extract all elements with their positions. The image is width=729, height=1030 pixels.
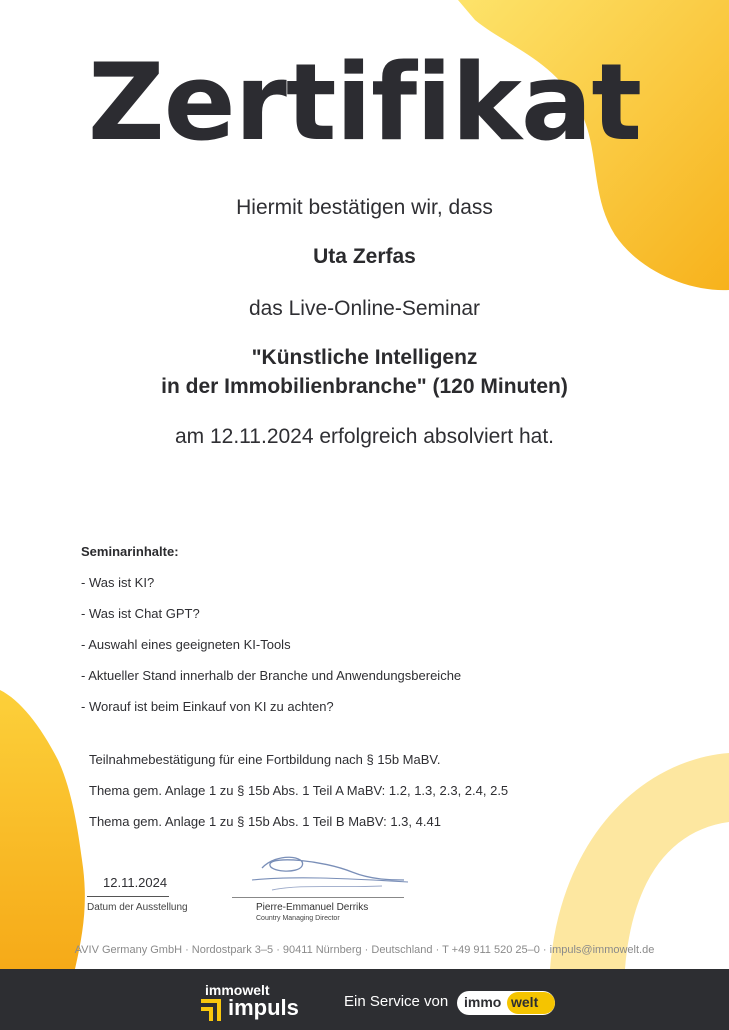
- course-title: [0, 343, 729, 401]
- certificate-title: Zertifikat: [87, 41, 642, 164]
- intro-text: Hiermit bestätigen wir, dass: [236, 196, 493, 219]
- service-text: Ein Service von: [344, 993, 449, 1010]
- list-item: - Was ist Chat GPT?: [81, 606, 200, 621]
- seminar-type: das Live-Online-Seminar: [248, 297, 481, 320]
- signer-name: Pierre-Emmanuel Derriks: [256, 902, 369, 913]
- list-item: - Worauf ist beim Einkauf von KI zu achten?: [81, 699, 334, 714]
- logo-part-immo: immo: [464, 994, 502, 1010]
- signature-scribble: [232, 850, 412, 898]
- contents-heading: Seminarinhalte:: [81, 544, 179, 559]
- issue-date: 12.11.2024: [103, 875, 168, 890]
- signature-divider: [232, 897, 404, 898]
- date-divider: [87, 896, 169, 897]
- logo-part-welt: welt: [511, 994, 539, 1010]
- list-item: - Aktueller Stand innerhalb der Branche und Anwendungsbereiche: [81, 668, 462, 683]
- course-title-line1: "Künstliche Intelligenz: [251, 346, 478, 369]
- list-item: - Was ist KI?: [81, 575, 155, 590]
- brand-name-main: impuls: [228, 995, 299, 1020]
- left-blob: [0, 690, 85, 969]
- logo-part-welt-badge: [507, 992, 555, 1014]
- completion-text: am 12.11.2024 erfolgreich absolviert hat.: [174, 425, 554, 448]
- list-item: - Auswahl eines geeigneten KI-Tools: [81, 637, 291, 652]
- bottom-right-arc: [550, 753, 729, 969]
- impuls-logo-icon: [199, 997, 225, 1023]
- date-caption: Datum der Ausstellung: [87, 902, 188, 913]
- course-title-line2: in der Immobilienbranche" (120 Minuten): [161, 375, 568, 398]
- company-address: AVIV Germany GmbH · Nordostpark 3–5 · 90411 Nürnberg · Deutschland · T +49 911 520 25–0 · impuls@immowelt.de: [74, 944, 655, 956]
- recipient-name: Uta Zerfas: [313, 245, 416, 268]
- confirmation-line: Thema gem. Anlage 1 zu § 15b Abs. 1 Teil B MaBV: 1.3, 4.41: [89, 814, 441, 829]
- signer-role: Country Managing Director: [256, 915, 340, 922]
- confirmation-line: Teilnahmebestätigung für eine Fortbildung nach § 15b MaBV.: [89, 752, 441, 767]
- immowelt-logo[interactable]: [457, 991, 555, 1015]
- confirmation-line: Thema gem. Anlage 1 zu § 15b Abs. 1 Teil A MaBV: 1.2, 1.3, 2.3, 2.4, 2.5: [89, 783, 509, 798]
- brand-name-top: immowelt: [205, 982, 270, 998]
